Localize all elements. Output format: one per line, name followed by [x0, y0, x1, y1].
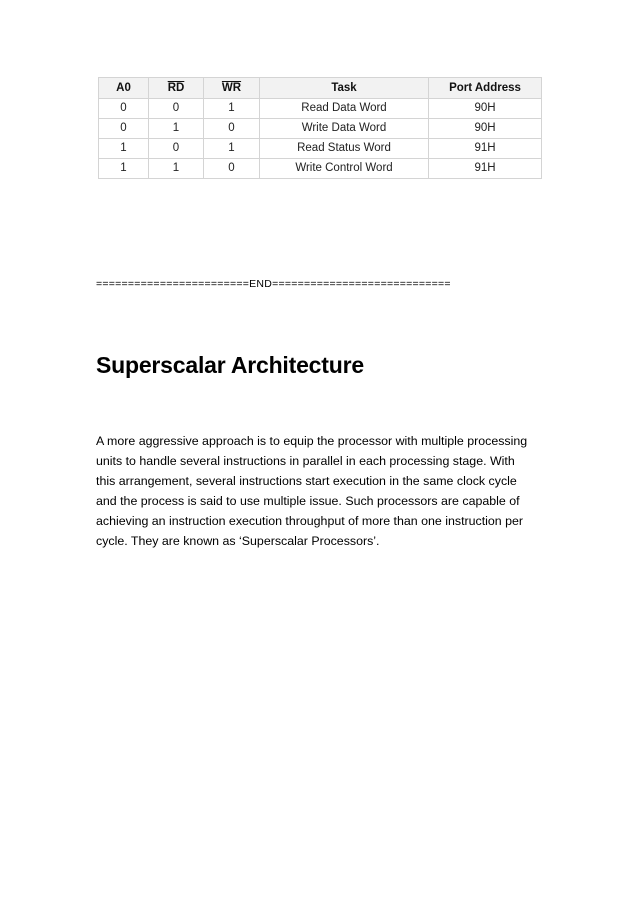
header-port-address: Port Address [429, 78, 542, 99]
section-heading: Superscalar Architecture [96, 352, 364, 378]
cell-a0: 1 [99, 159, 149, 179]
table-row [99, 139, 542, 159]
cell-a0: 0 [99, 119, 149, 139]
paragraph-line: this arrangement, several instructions start execution in the same clock cycle [96, 474, 517, 488]
cell-task: Read Data Word [260, 99, 429, 119]
table-header-row [99, 78, 542, 99]
end-separator: ========================END============================ [96, 278, 451, 290]
cell-wr: 0 [204, 159, 260, 179]
header-a0: A0 [99, 78, 149, 99]
cell-rd: 0 [149, 139, 204, 159]
paragraph-line: cycle. They are known as ‘Superscalar Processors’. [96, 534, 380, 548]
cell-wr: 0 [204, 119, 260, 139]
cell-rd: 1 [149, 119, 204, 139]
paragraph-line: achieving an instruction execution throughput of more than one instruction per [96, 514, 524, 528]
cell-task: Write Control Word [260, 159, 429, 179]
cell-port-address: 91H [429, 139, 542, 159]
paragraph-line: units to handle several instructions in parallel in each processing stage. With [96, 454, 515, 468]
cell-port-address: 91H [429, 159, 542, 179]
header-rd-label: $\overline{RD}$ [167, 82, 185, 94]
cell-wr: 1 [204, 99, 260, 119]
table-row [99, 119, 542, 139]
header-wr [204, 78, 260, 99]
paragraph-line: A more aggressive approach is to equip the processor with multiple processing [96, 434, 528, 448]
cell-port-address: 90H [429, 99, 542, 119]
cell-task: Read Status Word [260, 139, 429, 159]
cell-a0: 1 [99, 139, 149, 159]
cell-a0: 0 [99, 99, 149, 119]
cell-rd: 0 [149, 99, 204, 119]
paragraph-line: and the process is said to use multiple issue. Such processors are capable of [96, 494, 520, 508]
cell-wr: 1 [204, 139, 260, 159]
header-task: Task [260, 78, 429, 99]
table-body [99, 99, 542, 179]
table-header [99, 78, 542, 99]
body-paragraph [96, 431, 546, 551]
cell-task: Write Data Word [260, 119, 429, 139]
cell-rd: 1 [149, 159, 204, 179]
header-wr-label: $\overline{WR}$ [221, 82, 242, 94]
cell-port-address: 90H [429, 119, 542, 139]
header-rd [149, 78, 204, 99]
table-row [99, 159, 542, 179]
table-row [99, 99, 542, 119]
port-address-table [98, 77, 542, 179]
